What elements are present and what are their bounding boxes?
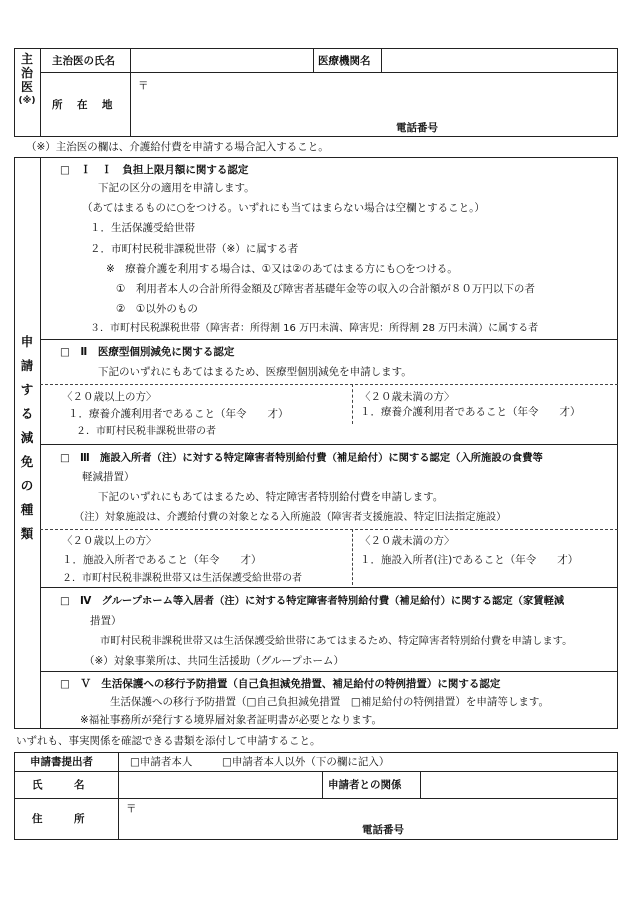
submitter-phone-label: 電話番号 — [362, 824, 404, 836]
doctor-name-label: 主治医の氏名 — [52, 55, 115, 67]
submitter-option-self[interactable]: □申請者本人 — [130, 756, 193, 768]
item5-note: ※福祉事務所が発行する境界層対象者証明書が必要となります。 — [80, 714, 382, 726]
item3-over20-option[interactable]: １．施設入所者であること（年令 才） — [62, 554, 262, 566]
item2-over20-option[interactable]: １．療養介護利用者であること（年令 才） — [68, 408, 289, 420]
submitter-name-field[interactable] — [120, 772, 320, 797]
item3-over20-heading: 〈２０歳以上の方〉 — [62, 535, 157, 547]
doctor-note: （※）主治医の欄は、介護給付費を申請する場合記入すること。 — [26, 141, 329, 153]
item5-line: 生活保護への移行予防措置（□自己負担減免措置 □補足給付の特例措置）を申請等します。 — [110, 696, 549, 708]
item4-title-cont: 措置） — [90, 615, 122, 627]
item5-checkbox-title[interactable]: □ Ｖ 生活保護への移行予防措置（自己負担減免措置、補足給付の特例措置）に関する認定 — [60, 678, 501, 690]
reduction-vertical-label: 申 請 す る 減 免 の 種 類 — [20, 334, 34, 541]
institution-label: 医療機関名 — [318, 55, 371, 67]
item1-option[interactable]: ３．市町村民税課税世帯（障害者：所得割 16 万円未満、障害児：所得割 28 万円未満）に属する者 — [90, 323, 539, 334]
item1-option[interactable]: １．生活保護受給世帯 — [90, 222, 195, 234]
institution-field[interactable] — [383, 49, 616, 71]
relation-field[interactable] — [422, 772, 616, 797]
doctor-postal-mark: 〒 — [138, 80, 149, 92]
item1-checkbox-title[interactable]: □ Ｉ Ｉ 負担上限月額に関する認定 — [60, 164, 249, 176]
item2-under20-option[interactable]: １．療養介護利用者であること（年令 才） — [360, 406, 581, 418]
item1-sub-option[interactable]: ① 利用者本人の合計所得金額及び障害者基礎年金等の収入の合計額が８０万円以下の者 — [116, 283, 535, 295]
submitter-label: 申請書提出者 — [30, 756, 93, 768]
item3-checkbox-title[interactable]: □ Ⅲ 施設入所者（注）に対する特定障害者特別給付費（補足給付）に関する認定（入所施設の食費等 — [60, 452, 543, 464]
submitter-option-other[interactable]: □申請者本人以外（下の欄に記入） — [222, 756, 390, 768]
item1-line: （あてはまるものに○をつける。いずれにも当てはまらない場合は空欄とすること。） — [82, 202, 485, 214]
submitter-address-label: 住 所 — [32, 813, 85, 825]
item2-over20-heading: 〈２０歳以上の方〉 — [62, 391, 157, 403]
submitter-name-label: 氏 名 — [32, 779, 85, 791]
item1-line: 下記の区分の適用を申請します。 — [98, 182, 255, 194]
submitter-postal-mark: 〒 — [126, 803, 137, 815]
item2-checkbox-title[interactable]: □ Ⅱ 医療型個別減免に関する認定 — [60, 346, 235, 358]
item3-line: 下記のいずれにもあてはまるため、特定障害者特別給付費を申請します。 — [98, 491, 444, 503]
doctor-vertical-label: 主 治 医 (※) — [18, 52, 36, 106]
item3-over20-option[interactable]: ２．市町村民税非課税世帯又は生活保護受給世帯の者 — [62, 573, 302, 584]
item1-line: ※ 療養介護を利用する場合は、①又は②のあてはまる方にも○をつける。 — [106, 263, 458, 275]
doctor-address-field[interactable] — [132, 74, 616, 136]
item4-checkbox-title[interactable]: □ Ⅳ グループホーム等入居者（注）に対する特定障害者特別給付費（補足給付）に関する認定（家賃軽減 — [60, 595, 565, 607]
item4-line: 市町村民税非課税世帯又は生活保護受給世帯にあてはまるため、特定障害者特別給付費を申請します。 — [100, 635, 573, 647]
item3-title-cont: 軽減措置） — [82, 471, 135, 483]
relation-label: 申請者との関係 — [328, 779, 402, 791]
doctor-phone-label: 電話番号 — [396, 122, 438, 134]
item2-under20-heading: 〈２０歳未満の方〉 — [360, 391, 455, 403]
item3-note: （注）対象施設は、介護給付費の対象となる入所施設（障害者支援施設、特定旧法指定施設） — [74, 511, 507, 523]
item1-sub-option[interactable]: ② ①以外のもの — [116, 303, 198, 315]
item4-note: （※）対象事業所は、共同生活援助（グループホーム） — [84, 655, 344, 667]
item2-over20-option[interactable]: ２．市町村民税非課税世帯の者 — [76, 426, 216, 437]
doctor-address-label: 所 在 地 — [52, 99, 115, 111]
doctor-name-field[interactable] — [132, 49, 312, 71]
item2-line: 下記のいずれにもあてはまるため、医療型個別減免を申請します。 — [98, 366, 412, 378]
item1-option[interactable]: ２．市町村民税非課税世帯（※）に属する者 — [90, 243, 299, 255]
item3-under20-heading: 〈２０歳未満の方〉 — [360, 535, 455, 547]
attach-note: いずれも、事実関係を確認できる書類を添付して申請すること。 — [16, 735, 321, 747]
item3-under20-option[interactable]: １．施設入所者(注)であること（年令 才） — [360, 554, 579, 566]
